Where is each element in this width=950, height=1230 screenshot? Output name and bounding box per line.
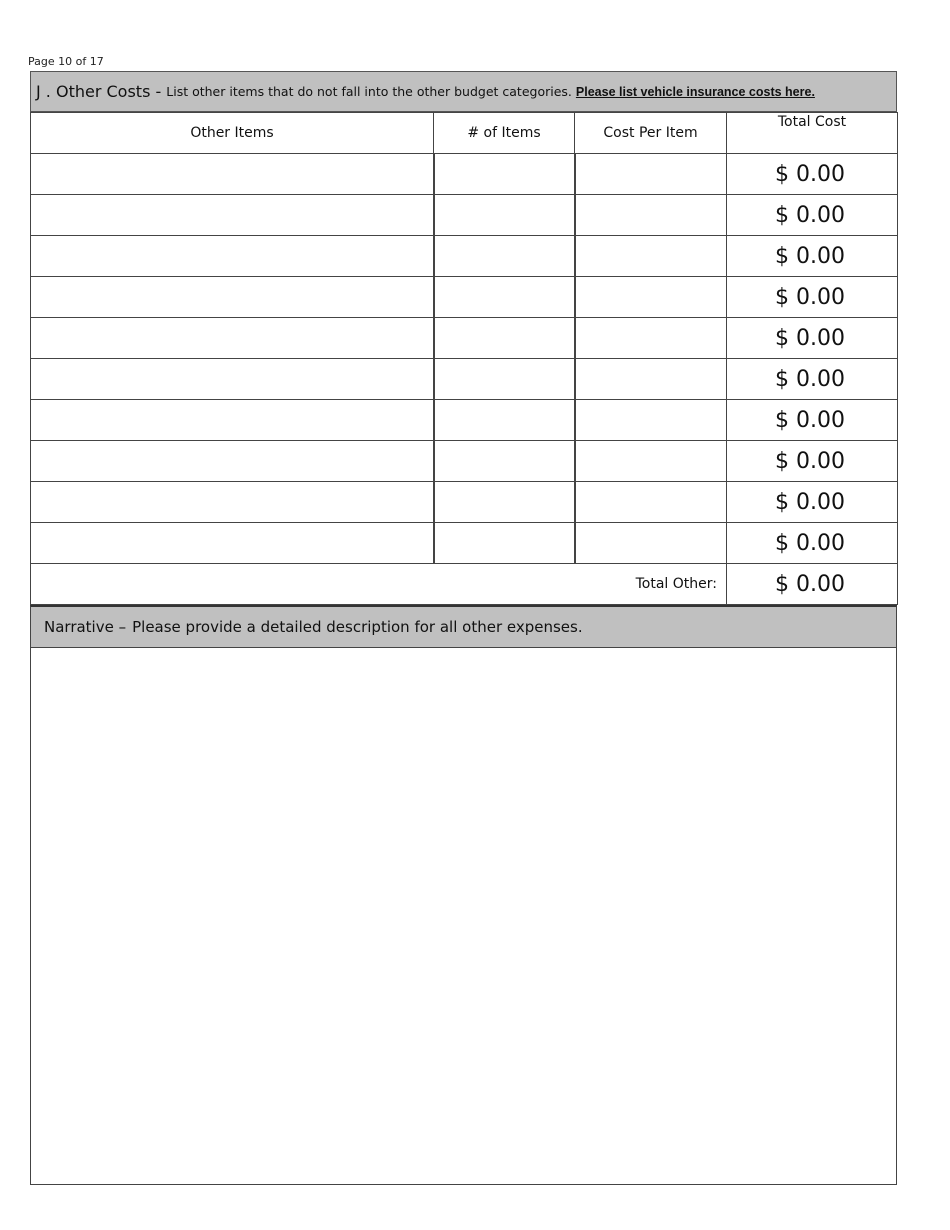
cost-per-item-field[interactable] [575, 236, 727, 277]
row-total-cost: $ 0.00 [727, 523, 898, 564]
section-title: J . Other Costs - [36, 82, 162, 101]
narrative-description: Please provide a detailed description for all other expenses. [132, 618, 583, 636]
table-row [31, 236, 898, 277]
cost-per-item-field[interactable] [575, 318, 727, 359]
cost-per-item-field[interactable] [575, 523, 727, 564]
num-items-field[interactable] [434, 482, 575, 523]
table-row [31, 277, 898, 318]
table-row [31, 400, 898, 441]
num-items-field[interactable] [434, 318, 575, 359]
narrative-header [30, 605, 897, 648]
cost-per-item-field[interactable] [575, 359, 727, 400]
other-item-field[interactable] [31, 318, 434, 359]
table-row [31, 359, 898, 400]
table-row [31, 441, 898, 482]
other-item-field[interactable] [31, 154, 434, 195]
table-row [31, 482, 898, 523]
num-items-field[interactable] [434, 523, 575, 564]
other-costs-form [30, 71, 897, 1185]
col-header-cost-per-item: Cost Per Item [575, 113, 727, 154]
num-items-field[interactable] [434, 359, 575, 400]
num-items-field[interactable] [434, 277, 575, 318]
cost-per-item-field[interactable] [575, 195, 727, 236]
table-header-row [31, 113, 898, 154]
col-header-total-cost: Total Cost [727, 113, 898, 154]
row-total-cost: $ 0.00 [727, 318, 898, 359]
cost-per-item-field[interactable] [575, 277, 727, 318]
narrative-title: Narrative – [44, 618, 127, 636]
table-row [31, 154, 898, 195]
row-total-cost: $ 0.00 [727, 154, 898, 195]
row-total-cost: $ 0.00 [727, 400, 898, 441]
row-total-cost: $ 0.00 [727, 359, 898, 400]
other-item-field[interactable] [31, 523, 434, 564]
row-total-cost: $ 0.00 [727, 195, 898, 236]
vehicle-insurance-note: Please list vehicle insurance costs here. [575, 84, 815, 99]
other-item-field[interactable] [31, 359, 434, 400]
col-header-other-items: Other Items [31, 113, 434, 154]
total-other-label: Total Other: [31, 564, 727, 605]
other-item-field[interactable] [31, 195, 434, 236]
section-description: List other items that do not fall into the other budget categories. [166, 84, 572, 99]
table-row [31, 318, 898, 359]
other-item-field[interactable] [31, 277, 434, 318]
table-row [31, 195, 898, 236]
row-total-cost: $ 0.00 [727, 277, 898, 318]
table-row [31, 523, 898, 564]
row-total-cost: $ 0.00 [727, 482, 898, 523]
cost-per-item-field[interactable] [575, 441, 727, 482]
cost-per-item-field[interactable] [575, 482, 727, 523]
num-items-field[interactable] [434, 195, 575, 236]
num-items-field[interactable] [434, 236, 575, 277]
row-total-cost: $ 0.00 [727, 441, 898, 482]
num-items-field[interactable] [434, 400, 575, 441]
cost-per-item-field[interactable] [575, 154, 727, 195]
narrative-text-area[interactable] [30, 648, 897, 1185]
other-item-field[interactable] [31, 400, 434, 441]
section-header [30, 71, 897, 112]
row-total-cost: $ 0.00 [727, 236, 898, 277]
other-item-field[interactable] [31, 236, 434, 277]
page-number: Page 10 of 17 [28, 55, 104, 68]
narrative-text[interactable] [31, 648, 896, 1184]
other-costs-table [30, 112, 898, 605]
num-items-field[interactable] [434, 441, 575, 482]
total-other-value: $ 0.00 [727, 564, 898, 605]
col-header-num-items: # of Items [434, 113, 575, 154]
cost-per-item-field[interactable] [575, 400, 727, 441]
num-items-field[interactable] [434, 154, 575, 195]
other-item-field[interactable] [31, 441, 434, 482]
other-item-field[interactable] [31, 482, 434, 523]
total-other-row [31, 564, 898, 605]
